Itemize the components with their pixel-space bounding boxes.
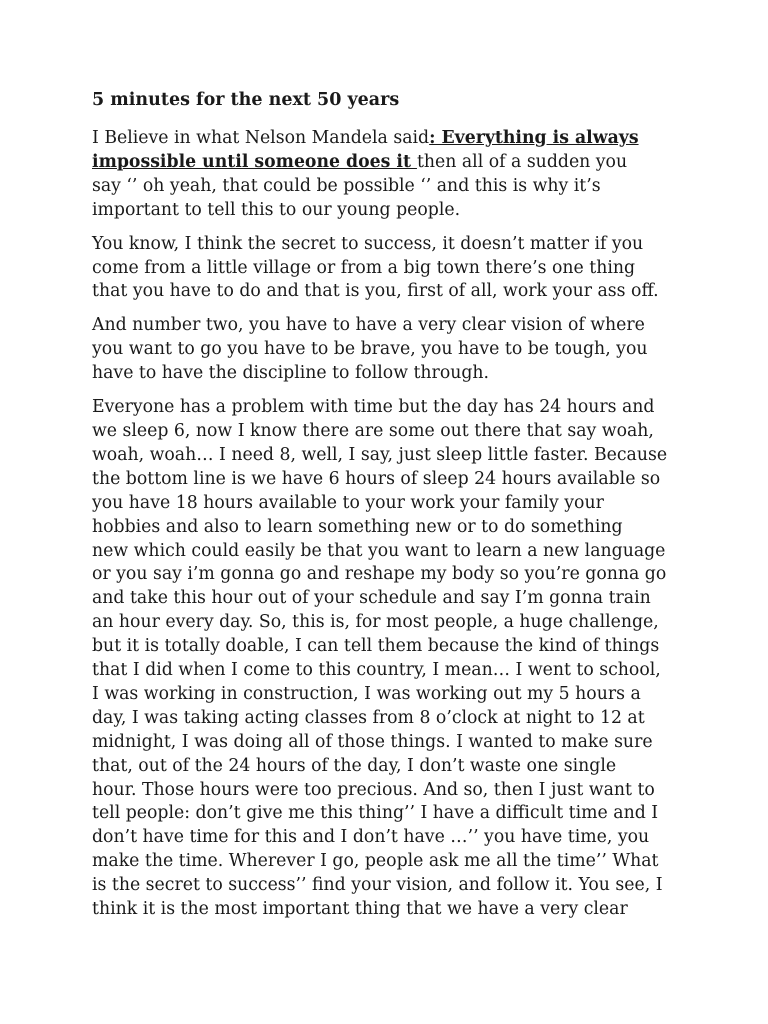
text-run: I Believe in what Nelson Mandela said <box>92 128 430 148</box>
quote-emphasis: impossible until someone does it <box>92 151 417 172</box>
text-run: then all of a sudden you <box>416 151 628 172</box>
text-line: that I did when I come to this country, I mean… I went to school, <box>92 660 661 681</box>
text-line: new which could easily be that you want to learn a new language <box>92 540 666 561</box>
document-title: 5 minutes for the next 50 years <box>92 90 400 110</box>
text-line <box>92 151 708 175</box>
text-line: day, I was taking acting classes from 8 o’clock at night to 12 at <box>92 707 645 728</box>
text-line: And number two, you have to have a very clear vision of where <box>92 315 645 336</box>
text-line: tell people: don’t give me this thing’’ I have a difficult time and I <box>92 803 659 824</box>
quote-emphasis: : Everything is always <box>429 128 639 148</box>
text-line: important to tell this to our young people. <box>92 199 461 220</box>
text-line: midnight, I was doing all of those things. I wanted to make sure <box>92 731 653 752</box>
text-line: the bottom line is we have 6 hours of sleep 24 hours available so <box>92 468 661 489</box>
text-line: I was working in construction, I was working out my 5 hours a <box>92 683 641 704</box>
text-line: that you have to do and that is you, first of all, work your ass off. <box>92 281 659 302</box>
paragraph-clear-vision <box>92 314 708 386</box>
text-line: and take this hour out of your schedule and say I’m gonna train <box>92 588 651 609</box>
text-line: you have 18 hours available to your work your family your <box>92 492 604 513</box>
text-line: hobbies and also to learn something new or to do something <box>92 516 623 537</box>
text-line: make the time. Wherever I go, people ask me all the time’’ What <box>92 851 659 872</box>
text-line: is the secret to success’’ find your vision, and follow it. You see, I <box>92 875 663 896</box>
text-line: have to have the discipline to follow through. <box>92 363 490 384</box>
text-line: you want to go you have to be brave, you have to be tough, you <box>92 339 648 360</box>
text-line: Everyone has a problem with time but the day has 24 hours and <box>92 397 655 418</box>
text-line: an hour every day. So, this is, for most people, a huge challenge, <box>92 612 659 633</box>
text-line: You know, I think the secret to success, it doesn’t matter if you <box>92 233 644 254</box>
text-line: hour. Those hours were too precious. And so, then I just want to <box>92 779 655 800</box>
text-line: come from a little village or from a big town there’s one thing <box>92 257 636 278</box>
text-line: say ‘’ oh yeah, that could be possible ‘’ and this is why it’s <box>92 175 601 196</box>
text-line <box>92 127 708 151</box>
paragraph-mandela <box>92 127 708 223</box>
text-line: or you say i’m gonna go and reshape my body so you’re gonna go <box>92 564 667 585</box>
paragraph-time <box>92 396 708 922</box>
text-line: that, out of the 24 hours of the day, I don’t waste one single <box>92 755 617 776</box>
text-line: but it is totally doable, I can tell them because the kind of things <box>92 636 660 657</box>
text-line: don’t have time for this and I don’t have …’’ you have time, you <box>92 827 650 848</box>
paragraph-secret-to-success <box>92 233 708 305</box>
text-line: woah, woah… I need 8, well, I say, just sleep little faster. Because <box>92 444 668 465</box>
text-line: we sleep 6, now I know there are some out there that say woah, <box>92 420 654 441</box>
text-line: think it is the most important thing that we have a very clear <box>92 899 628 920</box>
